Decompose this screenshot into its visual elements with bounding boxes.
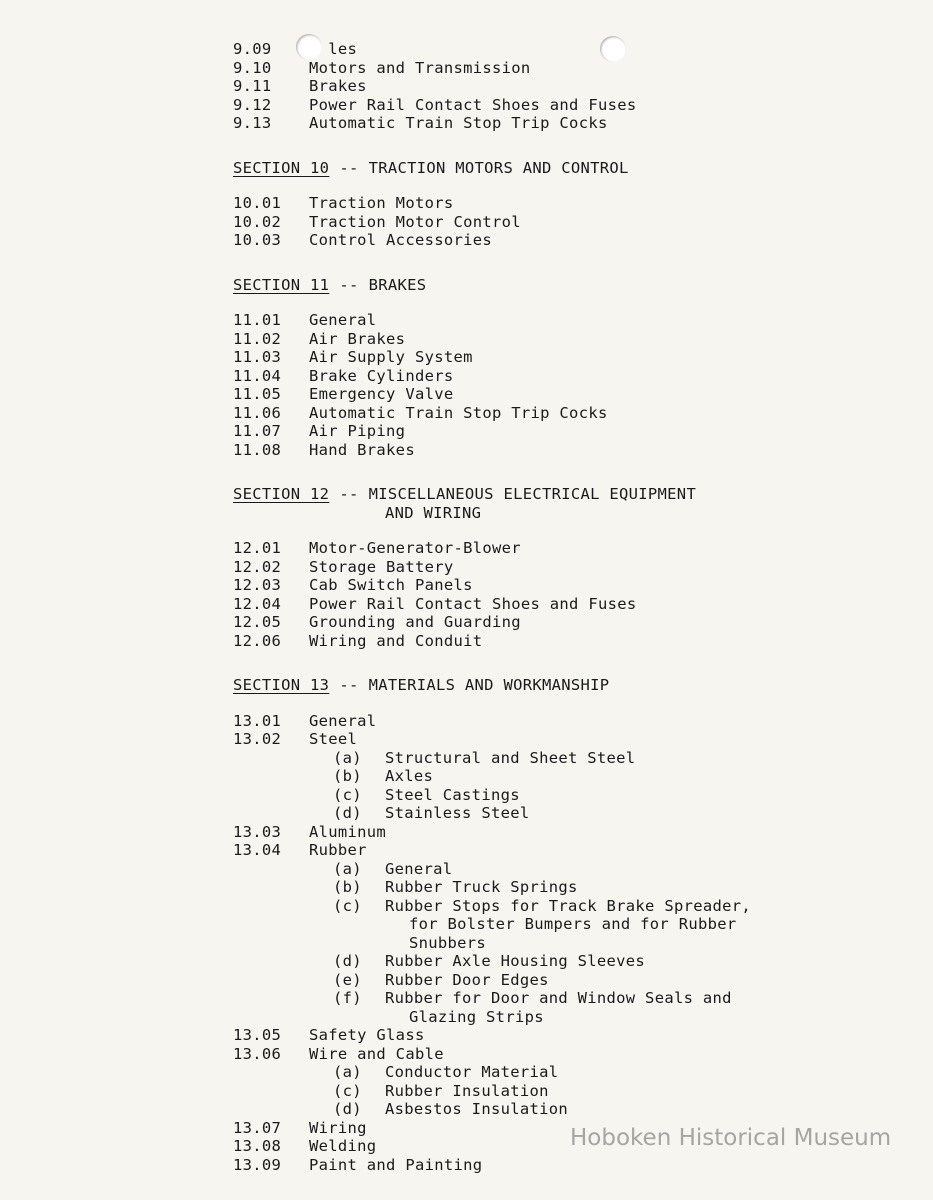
item-number: 11.02 xyxy=(233,329,282,348)
section-12-heading xyxy=(233,485,873,522)
list-item xyxy=(233,404,873,423)
item-text: Automatic Train Stop Trip Cocks xyxy=(309,403,608,422)
list-item xyxy=(233,40,873,59)
item-text: General xyxy=(309,711,377,730)
sub-item xyxy=(233,767,873,786)
sub-item-continuation: for Bolster Bumpers and for Rubber xyxy=(409,915,737,933)
sub-item-text: Asbestos Insulation xyxy=(385,1100,569,1118)
item-number: 10.02 xyxy=(233,212,282,231)
sub-item-letter: (d) xyxy=(333,1100,362,1118)
item-number: 10.01 xyxy=(233,194,282,212)
sub-item-text: Rubber for Door and Window Seals and xyxy=(385,989,732,1007)
list-item xyxy=(233,367,873,386)
sub-item-text: Stainless Steel xyxy=(385,804,530,822)
sub-item-letter: (c) xyxy=(333,785,362,804)
item-text: Air Brakes xyxy=(309,329,406,348)
item-text: les xyxy=(309,40,358,58)
item-text: Safety Glass xyxy=(309,1026,425,1044)
list-item xyxy=(233,841,873,860)
section-dash: -- xyxy=(339,676,359,694)
sub-item xyxy=(233,1100,873,1119)
section-10-list xyxy=(233,194,873,250)
item-text: Storage Battery xyxy=(309,557,454,576)
sub-item-letter: (d) xyxy=(333,804,362,822)
sub-item-text: Rubber Door Edges xyxy=(385,970,549,989)
section-13-list xyxy=(233,712,873,1175)
item-text: Brake Cylinders xyxy=(309,366,454,385)
item-number: 13.04 xyxy=(233,841,282,859)
sub-item xyxy=(233,971,873,990)
item-text: Power Rail Contact Shoes and Fuses xyxy=(309,95,637,114)
item-number: 12.03 xyxy=(233,576,282,594)
section-title-line-2: AND WIRING xyxy=(385,503,482,522)
list-item xyxy=(233,96,873,115)
item-text: Grounding and Guarding xyxy=(309,613,521,631)
section-12-list xyxy=(233,539,873,650)
list-item xyxy=(233,231,873,250)
item-number: 11.06 xyxy=(233,403,282,422)
section-dash: -- xyxy=(339,158,359,177)
item-text: General xyxy=(309,311,377,329)
item-text: Welding xyxy=(309,1137,377,1155)
list-item xyxy=(233,576,873,595)
item-number: 13.05 xyxy=(233,1026,282,1044)
sub-item-continuation: Glazing Strips xyxy=(409,1007,544,1026)
sub-item-text: Structural and Sheet Steel xyxy=(385,748,636,767)
item-text: Paint and Painting xyxy=(309,1155,483,1174)
list-item xyxy=(233,114,873,133)
section-dash: -- xyxy=(339,485,359,503)
item-text: Air Piping xyxy=(309,422,406,440)
item-text: Wiring xyxy=(309,1118,367,1137)
list-item xyxy=(233,595,873,614)
sub-item-text: Rubber Insulation xyxy=(385,1081,549,1100)
item-number: 11.05 xyxy=(233,385,282,403)
sub-item-letter: (f) xyxy=(333,989,362,1007)
item-number: 12.01 xyxy=(233,539,282,557)
list-item xyxy=(233,558,873,577)
item-text: Wiring and Conduit xyxy=(309,631,483,650)
item-number: 10.03 xyxy=(233,231,282,249)
sub-item-letter: (a) xyxy=(333,748,362,767)
list-item xyxy=(233,712,873,731)
list-item xyxy=(233,385,873,404)
list-item xyxy=(233,77,873,96)
sub-item-text: General xyxy=(385,859,453,878)
list-item xyxy=(233,194,873,213)
item-text: Rubber xyxy=(309,841,367,859)
item-number: 11.07 xyxy=(233,422,282,440)
item-text: Traction Motors xyxy=(309,194,454,212)
item-number: 13.02 xyxy=(233,730,282,748)
item-number: 13.07 xyxy=(233,1118,282,1137)
item-text: Wire and Cable xyxy=(309,1044,444,1063)
list-item xyxy=(233,1156,873,1175)
item-text: Emergency Valve xyxy=(309,385,454,403)
item-text: Air Supply System xyxy=(309,348,473,366)
item-number: 9.09 xyxy=(233,40,272,58)
sub-item xyxy=(233,989,873,1008)
item-number: 13.01 xyxy=(233,711,282,730)
sub-item-letter: (c) xyxy=(333,896,362,915)
item-number: 11.03 xyxy=(233,348,282,366)
section-label: SECTION 13 xyxy=(233,676,330,694)
section-title: BRAKES xyxy=(368,275,427,294)
item-text: Hand Brakes xyxy=(309,440,415,459)
item-text: Automatic Train Stop Trip Cocks xyxy=(309,114,608,132)
item-number: 13.06 xyxy=(233,1044,282,1063)
section-title-line-1: MISCELLANEOUS ELECTRICAL EQUIPMENT xyxy=(368,485,697,503)
sub-item xyxy=(233,952,873,971)
sub-item-text: Axles xyxy=(385,767,434,785)
sub-item-letter: (b) xyxy=(333,767,362,785)
sub-item-text: Rubber Truck Springs xyxy=(385,878,578,896)
sub-item xyxy=(233,749,873,768)
sub-item-letter: (c) xyxy=(333,1081,362,1100)
item-number: 12.02 xyxy=(233,557,282,576)
sub-item-text: Steel Castings xyxy=(385,785,520,804)
item-number: 13.03 xyxy=(233,822,282,841)
sub-item-letter: (d) xyxy=(333,952,362,970)
sub-item-letter: (e) xyxy=(333,970,362,989)
list-item xyxy=(233,311,873,330)
section-11-heading xyxy=(233,276,873,295)
item-number: 13.08 xyxy=(233,1137,282,1155)
sub-item xyxy=(233,786,873,805)
section-10-heading xyxy=(233,159,873,178)
item-number: 9.13 xyxy=(233,114,272,132)
item-text: Power Rail Contact Shoes and Fuses xyxy=(309,594,637,613)
item-number: 9.10 xyxy=(233,58,272,77)
list-item xyxy=(233,730,873,749)
list-item xyxy=(233,422,873,441)
item-text: Brakes xyxy=(309,77,367,95)
section-label: SECTION 11 xyxy=(233,275,330,294)
item-text: Aluminum xyxy=(309,822,387,841)
sub-item xyxy=(233,1082,873,1101)
sub-item-letter: (a) xyxy=(333,1063,362,1081)
sub-item xyxy=(233,897,873,916)
item-number: 12.04 xyxy=(233,594,282,613)
list-item xyxy=(233,348,873,367)
list-item xyxy=(233,213,873,232)
section-11-list xyxy=(233,311,873,459)
item-number: 9.11 xyxy=(233,77,272,95)
list-item xyxy=(233,1026,873,1045)
museum-watermark: Hoboken Historical Museum xyxy=(570,1125,892,1151)
sub-item xyxy=(233,878,873,897)
sub-item-letter: (a) xyxy=(333,859,362,878)
sub-item-text: Conductor Material xyxy=(385,1063,559,1081)
section-title: MATERIALS AND WORKMANSHIP xyxy=(368,676,610,694)
item-text: Cab Switch Panels xyxy=(309,576,473,594)
item-text: Steel xyxy=(309,730,358,748)
section-dash: -- xyxy=(339,275,359,294)
section-13-heading xyxy=(233,676,873,695)
sub-item-continuation: Snubbers xyxy=(409,933,487,952)
list-item xyxy=(233,1045,873,1064)
sub-item-text: Rubber Axle Housing Sleeves xyxy=(385,952,646,970)
item-text: Motor-Generator-Blower xyxy=(309,539,521,557)
item-text: Motors and Transmission xyxy=(309,58,531,77)
section-9-continued-list xyxy=(233,40,873,133)
section-label: SECTION 10 xyxy=(233,158,330,177)
list-item xyxy=(233,441,873,460)
sub-item-text: Rubber Stops for Track Brake Spreader, xyxy=(385,896,752,915)
item-number: 11.08 xyxy=(233,440,282,459)
list-item xyxy=(233,823,873,842)
item-text: Traction Motor Control xyxy=(309,212,521,231)
item-number: 11.04 xyxy=(233,366,282,385)
item-text: Control Accessories xyxy=(309,231,493,249)
section-title: TRACTION MOTORS AND CONTROL xyxy=(368,158,629,177)
list-item xyxy=(233,330,873,349)
list-item xyxy=(233,632,873,651)
sub-item-letter: (b) xyxy=(333,878,362,896)
sub-item xyxy=(233,860,873,879)
sub-item xyxy=(233,1063,873,1082)
section-label: SECTION 12 xyxy=(233,485,330,503)
item-number: 13.09 xyxy=(233,1155,282,1174)
list-item xyxy=(233,59,873,78)
list-item xyxy=(233,613,873,632)
table-of-contents xyxy=(233,40,873,1174)
item-number: 11.01 xyxy=(233,311,282,329)
item-number: 9.12 xyxy=(233,95,272,114)
item-number: 12.06 xyxy=(233,631,282,650)
item-number: 12.05 xyxy=(233,613,282,631)
sub-item xyxy=(233,804,873,823)
list-item xyxy=(233,539,873,558)
